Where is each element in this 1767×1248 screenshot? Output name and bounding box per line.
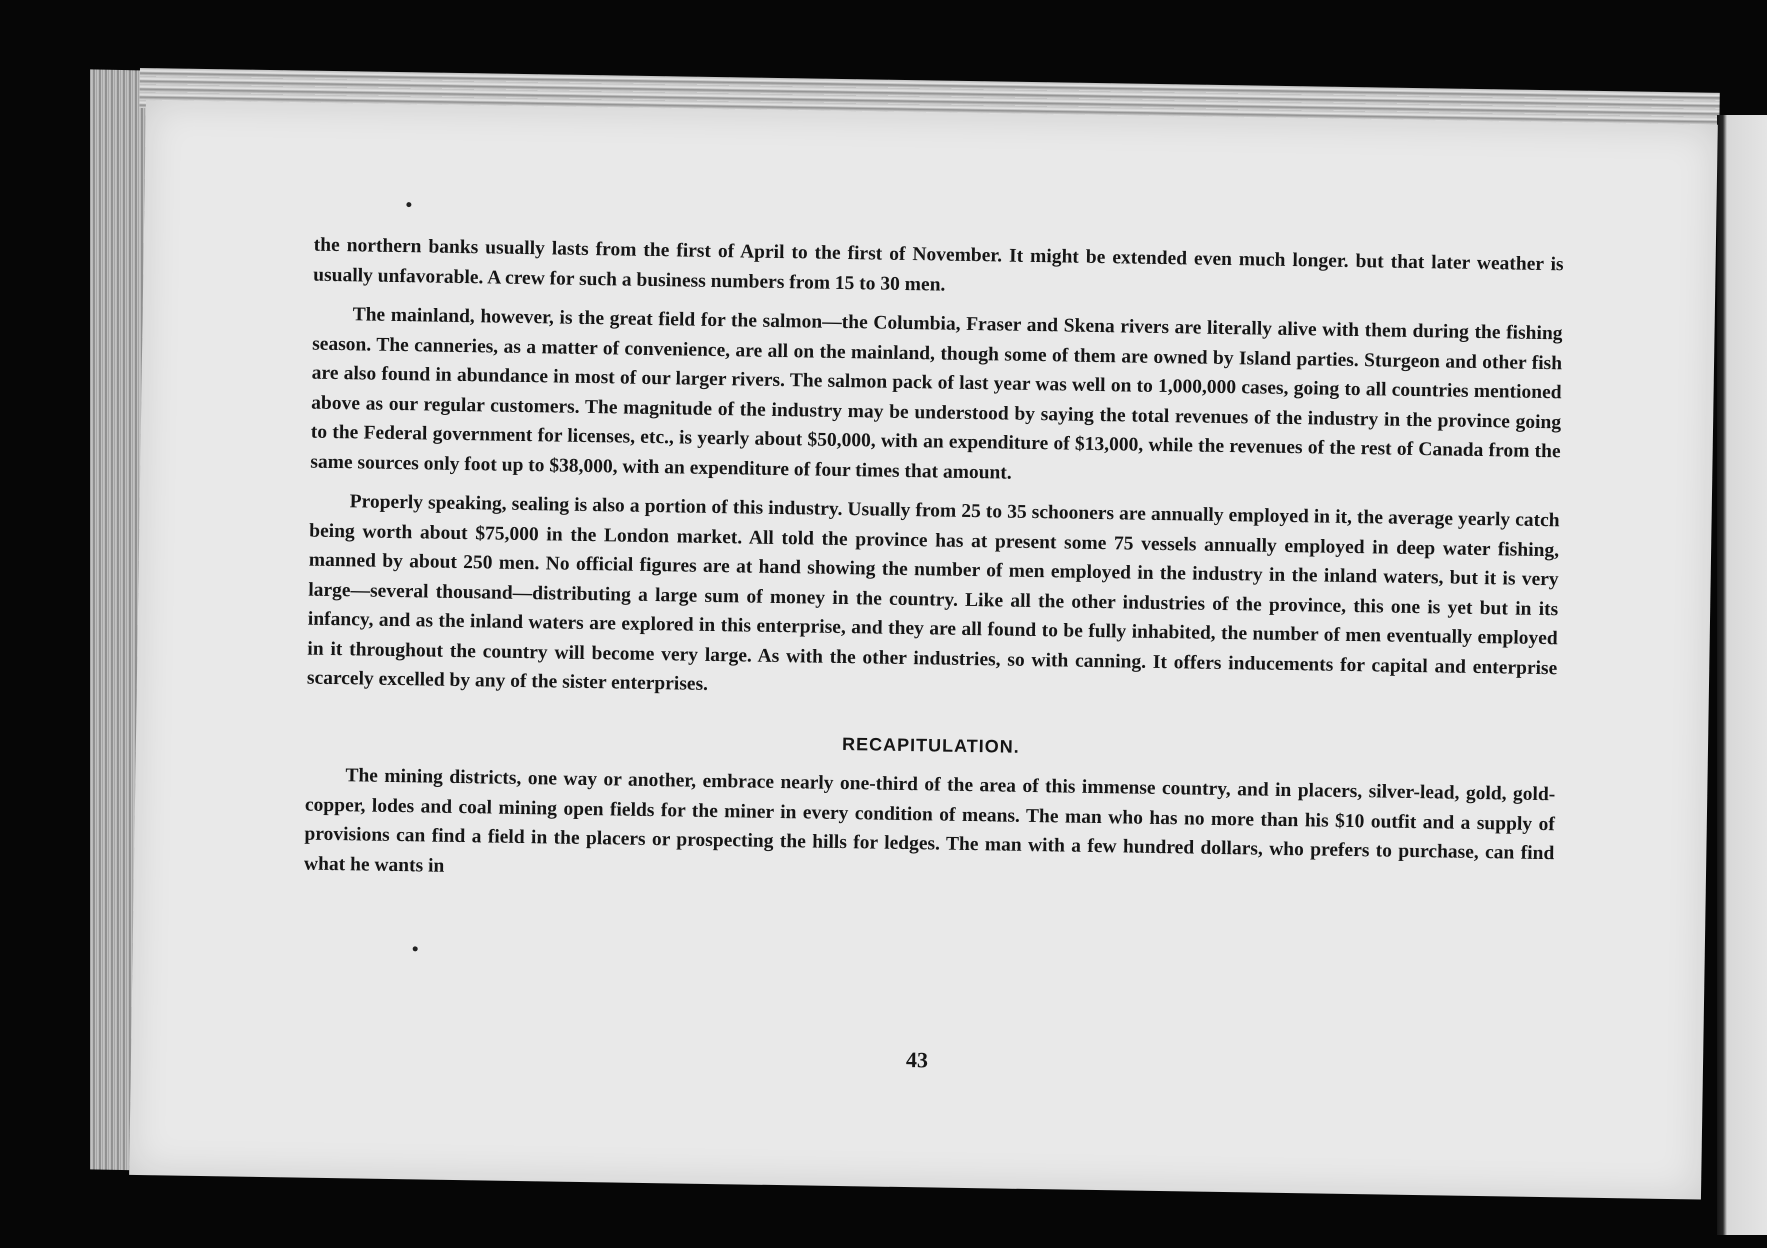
paragraph-fishing-season: the northern banks usually lasts from the first of April to the first of November. It might be extended even much longer. but that later weather is usually unfavorable. A crew for such a business numbers from 15 to 30 men. <box>313 234 1564 296</box>
section-heading: RECAPITULATION. <box>841 733 1020 757</box>
book-page <box>129 100 1718 1200</box>
page-number: 43 <box>905 1047 929 1073</box>
speck-mark <box>406 202 411 207</box>
paragraph-mainland-salmon: The mainland, however, is the great field for the salmon—the Columbia, Fraser and Skena rivers are literally alive with them during the fishing season. The canneries, as a matter of convenience, are all on the mainland, though some of them are owned by Island parties. Sturgeon and other fish are also found in abundance in most of our larger rivers. The salmon pack of last year was well on to 1,000,000 cases, going to all countries mentioned above as our regular customers. The magnitude of the industry may be understood by saying the total revenues of the industry in the province going to the Federal government for licenses, etc., is yearly about $50,000, with an expenditure of $13,000, while the revenues of the rest of Canada from the same sources only foot up to $38,000, with an expenditure of four times that amount. <box>310 304 1563 484</box>
paragraph-mining-districts: The mining districts, one way or another, embrace nearly one-third of the area of this immense country, and in placers, silver-lead, gold, gold-copper, lodes and coal mining open fields for the miner in every condition of means. The man who has no more than his $10 outfit and a supply of provisions can find a field in the placers or prospecting the hills for ledges. The man with a few hundred dollars, who prefers to purchase, can find what he wants in <box>303 765 1556 877</box>
paragraph-sealing: Properly speaking, sealing is also a portion of this industry. Usually from 25 to 35 schooners are annually employed in it, the average yearly catch being worth about $75,000 in the London market. All told the province has at present some 75 vessels annually employed in deep water fishing, manned by about 250 men. No official figures are at hand showing the number of men employed in the industry in the inland waters, but it is very large—several thousand—distributing a large sum of money in the country. Like all the other industries of the province, this one is yet but in its infancy, and as the inland waters are explored in this enterprise, and they are all found to be fully inhabited, the number of men eventually employed in it throughout the country will become very large. As with the other industries, so with canning. It offers inducements for capital and enterprise scarcely excelled by any of the sister enterprises. <box>306 491 1560 695</box>
page-body-text <box>304 231 1564 909</box>
bullet-mark <box>413 946 418 951</box>
facing-page-edge <box>1717 115 1767 1235</box>
